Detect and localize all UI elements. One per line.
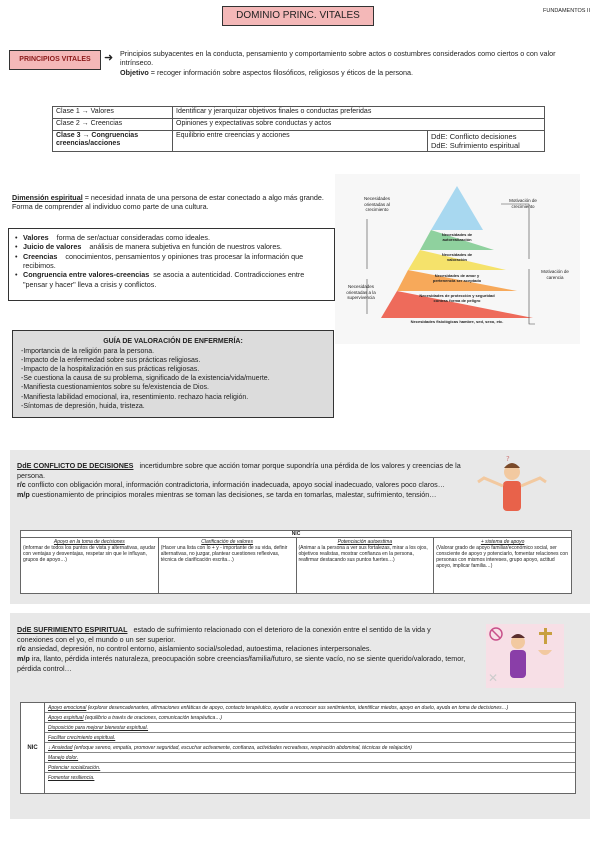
sufrimiento-label: DdE SUFRIMIENTO ESPIRITUAL bbox=[17, 625, 128, 634]
maslow-pyramid bbox=[335, 174, 580, 344]
clase-cell: Clase 1 → Valores bbox=[53, 107, 173, 119]
pyramid-left-bottom: Necesidades orientadas a la supervivencia bbox=[346, 284, 376, 301]
list-item bbox=[15, 233, 328, 242]
dimension-text2: Forma de comprender al individuo como parte de una cultura. bbox=[12, 202, 209, 212]
valores-box bbox=[8, 228, 335, 301]
objetivo-text: = recoger información sobre aspectos filosóficos, religiosos y éticos de la persona. bbox=[148, 67, 414, 77]
pyramid-level-label: Necesidades de autorealización bbox=[441, 232, 473, 242]
term: Congruencia entre valores-creencias bbox=[23, 270, 150, 280]
nic-name: Disposición para mejorar bienestar espiritual. bbox=[48, 725, 149, 731]
guia-title: GUÍA DE VALORACIÓN DE ENFERMERÍA: bbox=[103, 338, 243, 345]
nic-col-title: + sistema de apoyo bbox=[480, 539, 525, 545]
desc: análisis de manera subjetiva en función de nuestros valores. bbox=[89, 242, 282, 252]
principios-definition bbox=[120, 49, 590, 77]
list-item: -Importancia de la religión para la persona. bbox=[21, 348, 155, 356]
mp-text: ira, llanto, pérdida interés naturaleza, preocupación sobre creencias/familia/futuro, se siente vacío, no se siente querido/valorado, temor, pérdida control… bbox=[17, 654, 466, 673]
dimension-label: Dimensión espiritual bbox=[12, 193, 83, 202]
table-row bbox=[45, 763, 575, 773]
dimension-espiritual bbox=[12, 193, 332, 212]
nic-column bbox=[21, 538, 159, 594]
table-row bbox=[53, 130, 545, 152]
nic-col-text: (informar de todos los puntos de vista y alternativas, ayudar con ventajas y desventajas, respetar sin que le influyan, grupos de apoyo…) bbox=[23, 545, 156, 563]
clase-desc: Identificar y jerarquizar objetivos finales o conductas preferidas bbox=[173, 107, 545, 119]
nic-col-title: Clarificación de valores bbox=[201, 539, 253, 545]
guia-valoracion bbox=[12, 330, 334, 418]
table-row bbox=[45, 773, 575, 783]
nic-col-title: Apoyo en la toma de decisiones bbox=[53, 539, 125, 545]
nic-name: Manejo dolor. bbox=[48, 755, 79, 761]
clase-cell: Clase 3 → Congruencias creencias/acciones bbox=[53, 130, 173, 152]
nic-col-text: (Valorar grado de apoyo familiar/económico social, ser consciente de apoyo y potenciarlo, fomentar relaciones con personas con mismos intereses, grupo apoyo, actitud apoyo, implicar familia…) bbox=[436, 545, 568, 569]
list-item: -Manifiesta cuestionamientos sobre su fe/existencia de Dios. bbox=[21, 384, 209, 392]
table-row bbox=[53, 118, 545, 130]
list-item: -Impacto de la hospitalización en sus prácticas religiosas. bbox=[21, 366, 200, 374]
pyramid-level-1 bbox=[431, 186, 483, 230]
nic-col-text: (Hacer una lista con lo + y - importante de su vida, definir alternativas, no juzgar, plantear cuestiones reflexivas, técnica de clarificación escrita…) bbox=[160, 545, 288, 563]
nic-table-conflicto bbox=[20, 530, 572, 594]
bullet-icon: • bbox=[15, 242, 18, 252]
desc: se asocia a autenticidad. Contradicciones entre "pensar y hacer" lleva a crisis y conflictos. bbox=[23, 270, 305, 289]
svg-text:?: ? bbox=[506, 456, 510, 463]
nic-label: NIC bbox=[21, 703, 45, 793]
nic-column bbox=[297, 538, 435, 594]
list-item: -Síntomas de depresión, huida, tristeza. bbox=[21, 402, 145, 410]
spiritual-suffering-illustration bbox=[480, 620, 570, 692]
page-title: DOMINIO PRINC. VITALES bbox=[222, 6, 374, 26]
list-item: -Manifiesta labilidad emocional, ira, resentimiento. rechazo hacia religión. bbox=[21, 393, 249, 401]
mp-label: m/p bbox=[17, 654, 30, 664]
dde-sufrimiento: DdE: Sufrimiento espiritual bbox=[431, 140, 520, 150]
pyramid-level-label: Necesidades fisiológicas hambre, sed, sexo, etc. bbox=[410, 319, 504, 324]
term: Juicio de valores bbox=[23, 242, 82, 252]
clase-dde bbox=[428, 130, 545, 152]
conflicto-def: incertidumbre sobre que acción tomar porque supondría una pérdida de los valores y creencias de la persona. bbox=[17, 461, 461, 480]
pyramid-left-top: Necesidades orientadas al crecimiento bbox=[363, 196, 390, 213]
definition-text: Principios subyacentes en la conducta, pensamiento y comportamiento sobre actos o costumbres considerados como ciertos o con valor intrínseco. bbox=[120, 49, 556, 68]
rc-text: conflicto con obligación moral, información contradictoria, información inadecuada, apoyo social inadecuado, valores poco claros… bbox=[25, 480, 445, 490]
nic-col-text: (Animar a la persona a ver sus fortalezas, mirar a los ojos, objetivos realistas, mostrar confianza en la persona, reafirmar destacando sus puntos fuertes…) bbox=[298, 545, 428, 563]
nic-header: NIC bbox=[21, 531, 571, 538]
nic-name: ↓ Ansiedad bbox=[48, 745, 73, 751]
term: Valores bbox=[23, 233, 49, 242]
confused-person-illustration bbox=[472, 456, 552, 526]
nic-column bbox=[434, 538, 571, 594]
pyramid-level-label: Necesidades de protección y seguridad contras forma de peligro bbox=[419, 293, 495, 303]
rc-label: r/c bbox=[17, 480, 26, 490]
nic-table-sufrimiento bbox=[20, 702, 576, 794]
bullet-icon: • bbox=[15, 251, 18, 261]
desc: forma de ser/actuar consideradas como ideales. bbox=[56, 233, 210, 242]
conflicto-text bbox=[17, 461, 469, 500]
list-item: -Impacto de la enfermedad sobre sus prácticas religiosas. bbox=[21, 357, 201, 365]
table-row bbox=[45, 703, 575, 713]
table-row bbox=[45, 723, 575, 733]
pyramid-right-bottom: Motivación de carencia bbox=[541, 269, 569, 280]
pyramid-level-label: Necesidades de amor y pertenencia ser aceptado bbox=[432, 273, 482, 283]
nic-col-title: Potenciación autoestima bbox=[337, 539, 393, 545]
mp-text: cuestionamiento de principios morales mientras se toman las decisiones, se tarda en tomarlas, malestar, sufrimiento, tensión… bbox=[29, 490, 437, 500]
clases-table bbox=[52, 106, 545, 152]
objetivo-label: Objetivo bbox=[120, 67, 149, 77]
bullet-icon: • bbox=[15, 270, 18, 280]
nic-name: Potenciar socialización. bbox=[48, 765, 101, 771]
table-row bbox=[45, 753, 575, 763]
arrow-right-icon: ➜ bbox=[104, 52, 114, 64]
clase-desc: Opiniones y expectativas sobre conductas y actos bbox=[173, 118, 545, 130]
rc-label: r/c bbox=[17, 644, 26, 654]
bracket-line bbox=[501, 204, 529, 259]
list-item bbox=[15, 242, 328, 251]
desc: conocimientos, pensamientos y opiniones tras procesar la información que recibimos. bbox=[23, 251, 304, 271]
nic-text: (explorar desencadenantes, afirmaciones enfáticas de apoyo, contacto terapéutico, ayudar a reconocer sus sentimientos, identificar miedos, apoyo en duelo, ayuda en toma de decisiones…) bbox=[86, 705, 509, 711]
mp-label: m/p bbox=[17, 490, 30, 500]
table-row bbox=[53, 107, 545, 119]
dimension-text: = necesidad innata de una persona de estar conectado a algo más grande. bbox=[82, 193, 324, 202]
clase-desc: Equilibrio entre creencias y acciones bbox=[173, 130, 428, 152]
dde-conflicto: DdE: Conflicto decisiones bbox=[431, 131, 517, 141]
term: Creencias bbox=[23, 251, 58, 261]
nic-name: Fomentar resiliencia. bbox=[48, 775, 95, 781]
sufrimiento-def: estado de sufrimiento relacionado con el deterioro de la conexión entre el sentido de la vida y conexiones con el yo, el mundo o un ser superior. bbox=[17, 625, 431, 644]
nic-name: Facilitar crecimiento espiritual. bbox=[48, 735, 116, 741]
list-item bbox=[15, 252, 328, 271]
nic-column bbox=[159, 538, 297, 594]
list-item bbox=[15, 270, 328, 289]
sufrimiento-text bbox=[17, 625, 469, 674]
table-row bbox=[45, 743, 575, 753]
nic-name: Apoyo espiritual bbox=[48, 715, 84, 721]
pyramid-right-top: Motivación de crecimiento bbox=[509, 198, 537, 209]
list-item: -Se cuestiona la causa de su problema, significado de la existencia/vida/muerte. bbox=[21, 375, 270, 383]
bullet-icon: • bbox=[15, 233, 18, 242]
conflicto-label: DdE CONFLICTO DE DECISIONES bbox=[17, 461, 134, 470]
subject-label: FUNDAMENTOS II bbox=[543, 8, 590, 14]
nic-name: Apoyo emocional bbox=[48, 705, 87, 711]
table-row bbox=[45, 713, 575, 723]
principios-label: PRINCIPIOS VITALES bbox=[9, 50, 101, 70]
nic-text: (enfoque sereno, empatía, promover seguridad, escuchar activamente, confianza, actividades recreativas, respiración abdominal, técnicas de relajación) bbox=[72, 745, 412, 751]
svg-text:✕: ✕ bbox=[488, 671, 499, 685]
pyramid-level-label: Necesidades de valoración bbox=[441, 252, 473, 262]
nic-text: (equilibrio a través de oraciones, comunicación terapéutica…) bbox=[83, 715, 222, 721]
table-row bbox=[45, 733, 575, 743]
clase-cell: Clase 2 → Creencias bbox=[53, 118, 173, 130]
rc-text: ansiedad, depresión, no control entorno, aislamiento social/soledad, autoestima, relaciones interpersonales. bbox=[25, 644, 372, 654]
